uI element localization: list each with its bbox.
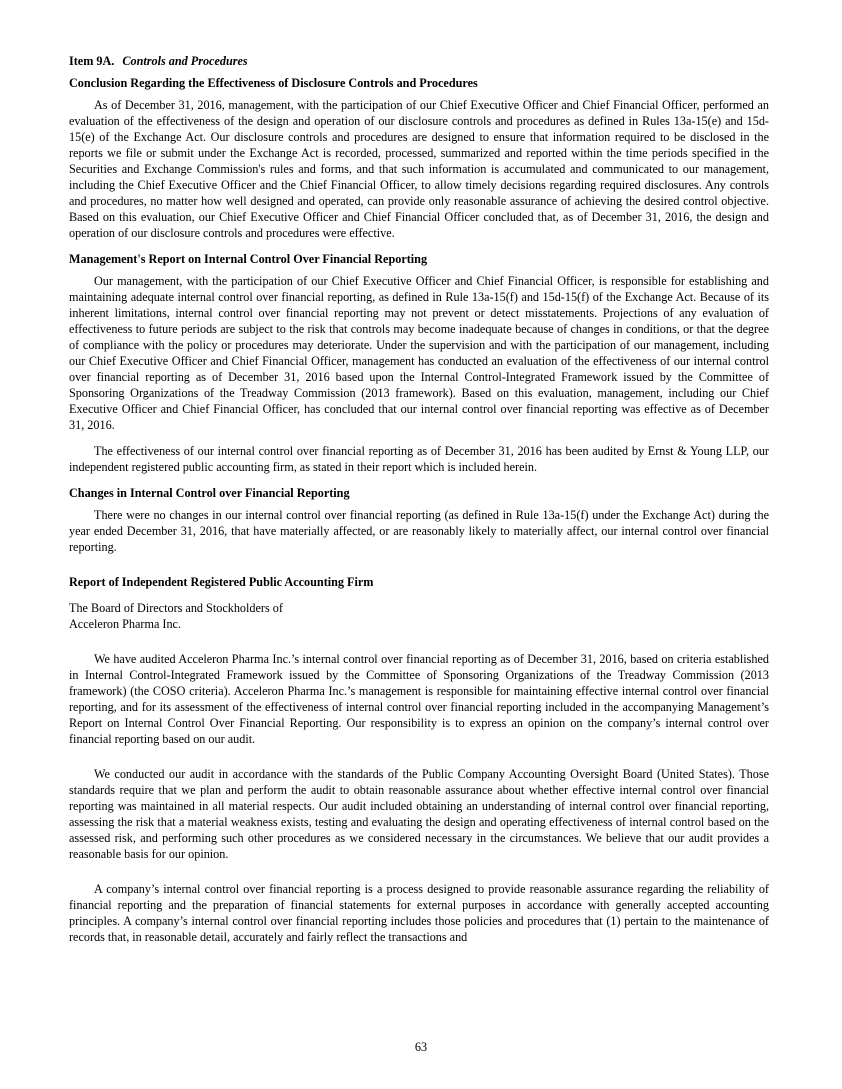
changes-paragraph: There were no changes in our internal control over financial reporting (as defined in Rule 13a-15(f) under the Exchange Act) during the year ended December 31, 2016, that have materially affected, or are reasonably likely to materially affect, our internal control over financial reporting. bbox=[69, 508, 769, 554]
auditor-report-paragraph-1: We have audited Acceleron Pharma Inc.’s internal control over financial reporting as of December 31, 2016, based on criteria established in Internal Control-Integrated Framework issued by the Committee of Sponsoring Organizations of the Treadway Commission (2013 framework) (the COSO criteria). Acceleron Pharma Inc.’s management is responsible for maintaining effective internal control over financial reporting, and for its assessment of the effectiveness of internal control over financial reporting included in the accompanying Management’s Report on Internal Control Over Financial Reporting. Our responsibility is to express an opinion on the company’s internal control over financial reporting based on our audit. bbox=[69, 652, 769, 746]
document-page bbox=[69, 53, 769, 945]
auditor-report-heading: Report of Independent Registered Public Accounting Firm bbox=[69, 575, 374, 589]
addressee-line-2: Acceleron Pharma Inc. bbox=[69, 617, 182, 631]
management-report-heading: Management's Report on Internal Control Over Financial Reporting bbox=[69, 252, 428, 266]
page-number: 63 bbox=[414, 1040, 428, 1054]
item-title: Controls and Procedures bbox=[122, 54, 248, 68]
changes-heading: Changes in Internal Control over Financial Reporting bbox=[69, 486, 350, 500]
management-report-paragraph-2: The effectiveness of our internal control over financial reporting as of December 31, 2016 has been audited by Ernst & Young LLP, our independent registered public accounting firm, as stated in their report which is included herein. bbox=[69, 444, 769, 474]
item-heading bbox=[69, 53, 769, 69]
addressee-line-1: The Board of Directors and Stockholders of bbox=[69, 601, 283, 615]
management-report-paragraph-1: Our management, with the participation of our Chief Executive Officer and Chief Financial Officer, is responsible for establishing and maintaining adequate internal control over financial reporting, as defined in Rule 13a-15(f) and 15d-15(f) of the Exchange Act. Because of its inherent limitations, internal control over financial reporting may not prevent or detect misstatements. Projections of any evaluation of effectiveness to future periods are subject to the risk that controls may become inadequate because of changes in conditions, or that the degree of compliance with the policy or procedures may deteriorate. Under the supervision and with the participation of our management, including our Chief Executive Officer and Chief Financial Officer, management has conducted an evaluation of the effectiveness of our internal control over financial reporting as of December 31, 2016 based upon the Internal Control-Integrated Framework issued by the Committee of Sponsoring Organizations of the Treadway Commission (2013 framework). Based on this evaluation, management, including our Chief Executive Officer and Chief Financial Officer, has concluded that our internal control over financial reporting was effective as of December 31, 2016. bbox=[69, 274, 769, 432]
auditor-report-paragraph-2: We conducted our audit in accordance with the standards of the Public Company Accounting Oversight Board (United States). Those standards require that we plan and perform the audit to obtain reasonable assurance about whether effective internal control over financial reporting was maintained in all material respects. Our audit included obtaining an understanding of internal control over financial reporting, assessing the risk that a material weakness exists, testing and evaluating the design and operating effectiveness of internal control based on the assessed risk, and performing such other procedures as we considered necessary in the circumstances. We believe that our audit provides a reasonable basis for our opinion. bbox=[69, 767, 769, 861]
item-number: Item 9A. bbox=[69, 54, 115, 68]
conclusion-heading: Conclusion Regarding the Effectiveness of Disclosure Controls and Procedures bbox=[69, 76, 478, 90]
auditor-report-paragraph-3: A company’s internal control over financial reporting is a process designed to provide reasonable assurance regarding the reliability of financial reporting and the preparation of financial statements for external purposes in accordance with generally accepted accounting principles. A company’s internal control over financial reporting includes those policies and procedures that (1) pertain to the maintenance of records that, in reasonable detail, accurately and fairly reflect the transactions and bbox=[69, 882, 769, 944]
conclusion-paragraph: As of December 31, 2016, management, with the participation of our Chief Executive Officer and Chief Financial Officer, performed an evaluation of the effectiveness of the design and operation of our disclosure controls and procedures as defined in Rules 13a-15(e) and 15d-15(e) of the Exchange Act. Our disclosure controls and procedures are designed to ensure that information required to be disclosed in the reports we file or submit under the Exchange Act is recorded, processed, summarized and reported within the time periods specified in the Securities and Exchange Commission's rules and forms, and that such information is accumulated and communicated to our management, including the Chief Executive Officer and the Chief Financial Officer, to allow timely decisions regarding required disclosures. Any controls and procedures, no matter how well designed and operated, can provide only reasonable assurance of achieving the desired control objective. Based on this evaluation, our Chief Executive Officer and Chief Financial Officer concluded that, as of December 31, 2016, the design and operation of our disclosure controls and procedures were effective. bbox=[69, 98, 769, 240]
